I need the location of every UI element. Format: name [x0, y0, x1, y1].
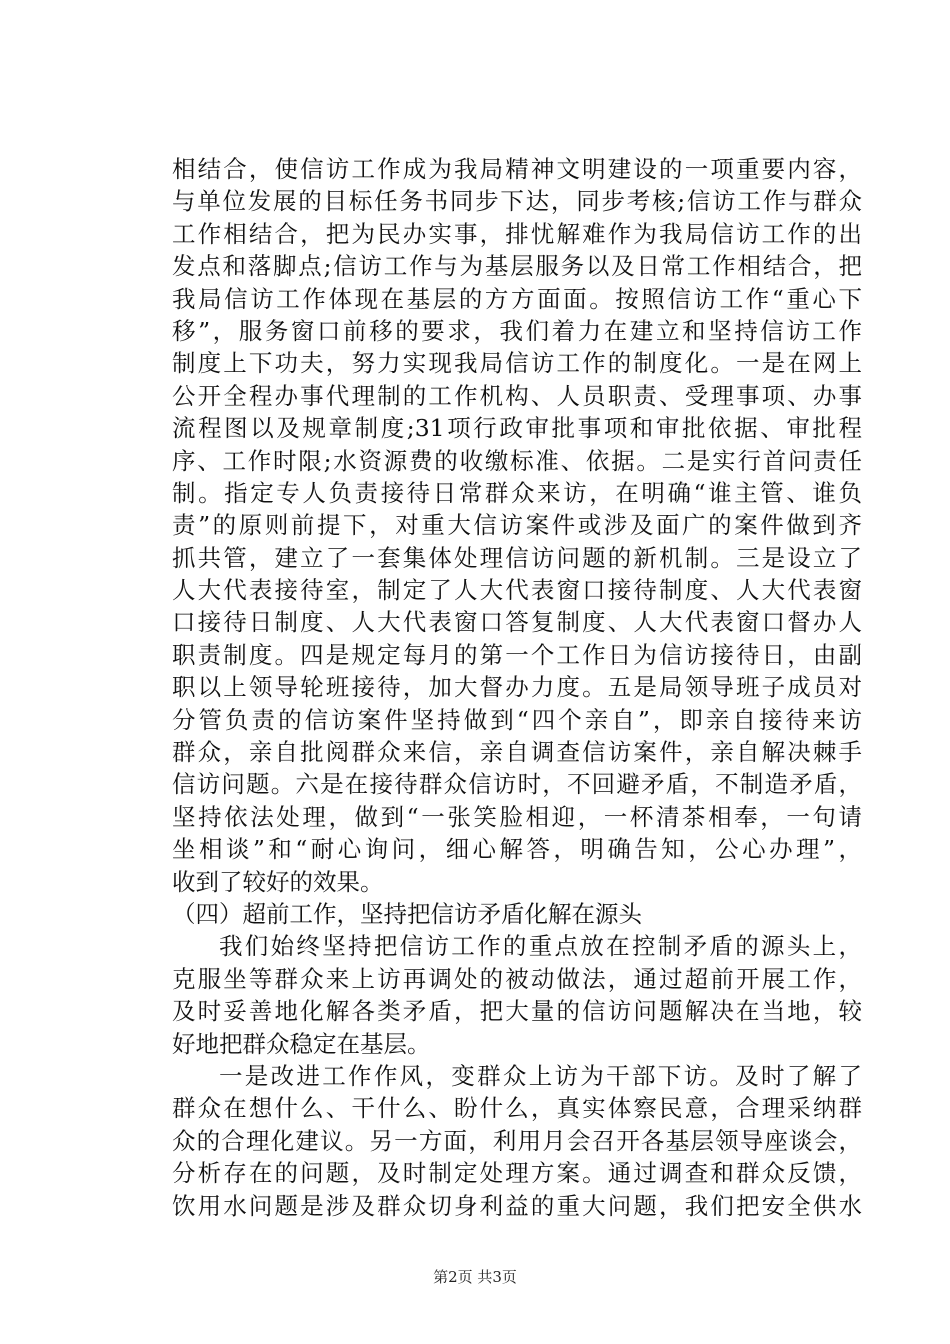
section-heading: （四）超前工作，坚持把信访矛盾化解在源头 — [172, 899, 642, 928]
text-line: 分管负责的信访案件坚持做到“四个亲自”，即亲自接待来访 — [172, 705, 862, 734]
text-line: 我局信访工作体现在基层的方方面面。按照信访工作“重心下 — [172, 284, 862, 313]
text-line: 坐相谈”和“耐心询问，细心解答，明确告知，公心办理”， — [172, 835, 862, 864]
text-line: 及时妥善地化解各类矛盾，把大量的信访问题解决在当地，较 — [172, 997, 862, 1026]
text-line: 职责制度。四是规定每月的第一个工作日为信访接待日，由副 — [172, 640, 862, 669]
text-line: 制度上下功夫，努力实现我局信访工作的制度化。一是在网上 — [172, 349, 862, 378]
text-line: 工作相结合，把为民办实事，排忧解难作为我局信访工作的出 — [172, 219, 862, 248]
text-line: 抓共管，建立了一套集体处理信访问题的新机制。三是设立了 — [172, 543, 862, 572]
text-line: 分析存在的问题，及时制定处理方案。通过调查和群众反馈， — [172, 1159, 862, 1188]
text-line: 流程图以及规章制度;31项行政审批事项和审批依据、审批程 — [172, 414, 862, 443]
text-line: 制。指定专人负责接待日常群众来访，在明确“谁主管、谁负 — [172, 478, 862, 507]
text-line: 众的合理化建议。另一方面，利用月会召开各基层领导座谈会， — [172, 1126, 862, 1155]
text-line: 坚持依法处理，做到“一张笑脸相迎，一杯清茶相奉，一句请 — [172, 802, 862, 831]
text-line: 信访问题。六是在接待群众信访时，不回避矛盾，不制造矛盾， — [172, 770, 862, 799]
text-line: 群众，亲自批阅群众来信，亲自调查信访案件，亲自解决棘手 — [172, 738, 862, 767]
text-line: 相结合，使信访工作成为我局精神文明建设的一项重要内容， — [172, 155, 862, 183]
text-line: 序、工作时限;水资源费的收缴标准、依据。二是实行首问责任 — [172, 446, 862, 475]
text-line: 饮用水问题是涉及群众切身利益的重大问题，我们把安全供水 — [172, 1191, 862, 1220]
text-line: 一是改进工作作风，变群众上访为干部下访。及时了解了 — [219, 1061, 862, 1090]
text-line: 群众在想什么、干什么、盼什么，真实体察民意，合理采纳群 — [172, 1094, 862, 1123]
text-line: 职以上领导轮班接待，加大督办力度。五是局领导班子成员对 — [172, 673, 862, 702]
text-line: 我们始终坚持把信访工作的重点放在控制矛盾的源头上， — [219, 932, 862, 961]
text-line: 与单位发展的目标任务书同步下达，同步考核;信访工作与群众 — [172, 187, 862, 216]
text-line: 好地把群众稳定在基层。 — [172, 1029, 431, 1058]
text-line: 口接待日制度、人大代表窗口答复制度、人大代表窗口督办人 — [172, 608, 862, 637]
text-line: 移”，服务窗口前移的要求，我们着力在建立和坚持信访工作 — [172, 316, 862, 345]
text-line: 人大代表接待室，制定了人大代表窗口接待制度、人大代表窗 — [172, 576, 862, 605]
text-line: 发点和落脚点;信访工作与为基层服务以及日常工作相结合，把 — [172, 252, 862, 281]
text-line: 公开全程办事代理制的工作机构、人员职责、受理事项、办事 — [172, 381, 862, 410]
text-line: 责”的原则前提下，对重大信访案件或涉及面广的案件做到齐 — [172, 511, 862, 540]
page-number-footer: 第2页 共3页 — [433, 1268, 517, 1286]
text-line: 收到了较好的效果。 — [172, 867, 384, 896]
text-line: 克服坐等群众来上访再调处的被动做法，通过超前开展工作， — [172, 964, 862, 993]
body-text — [172, 153, 862, 1222]
